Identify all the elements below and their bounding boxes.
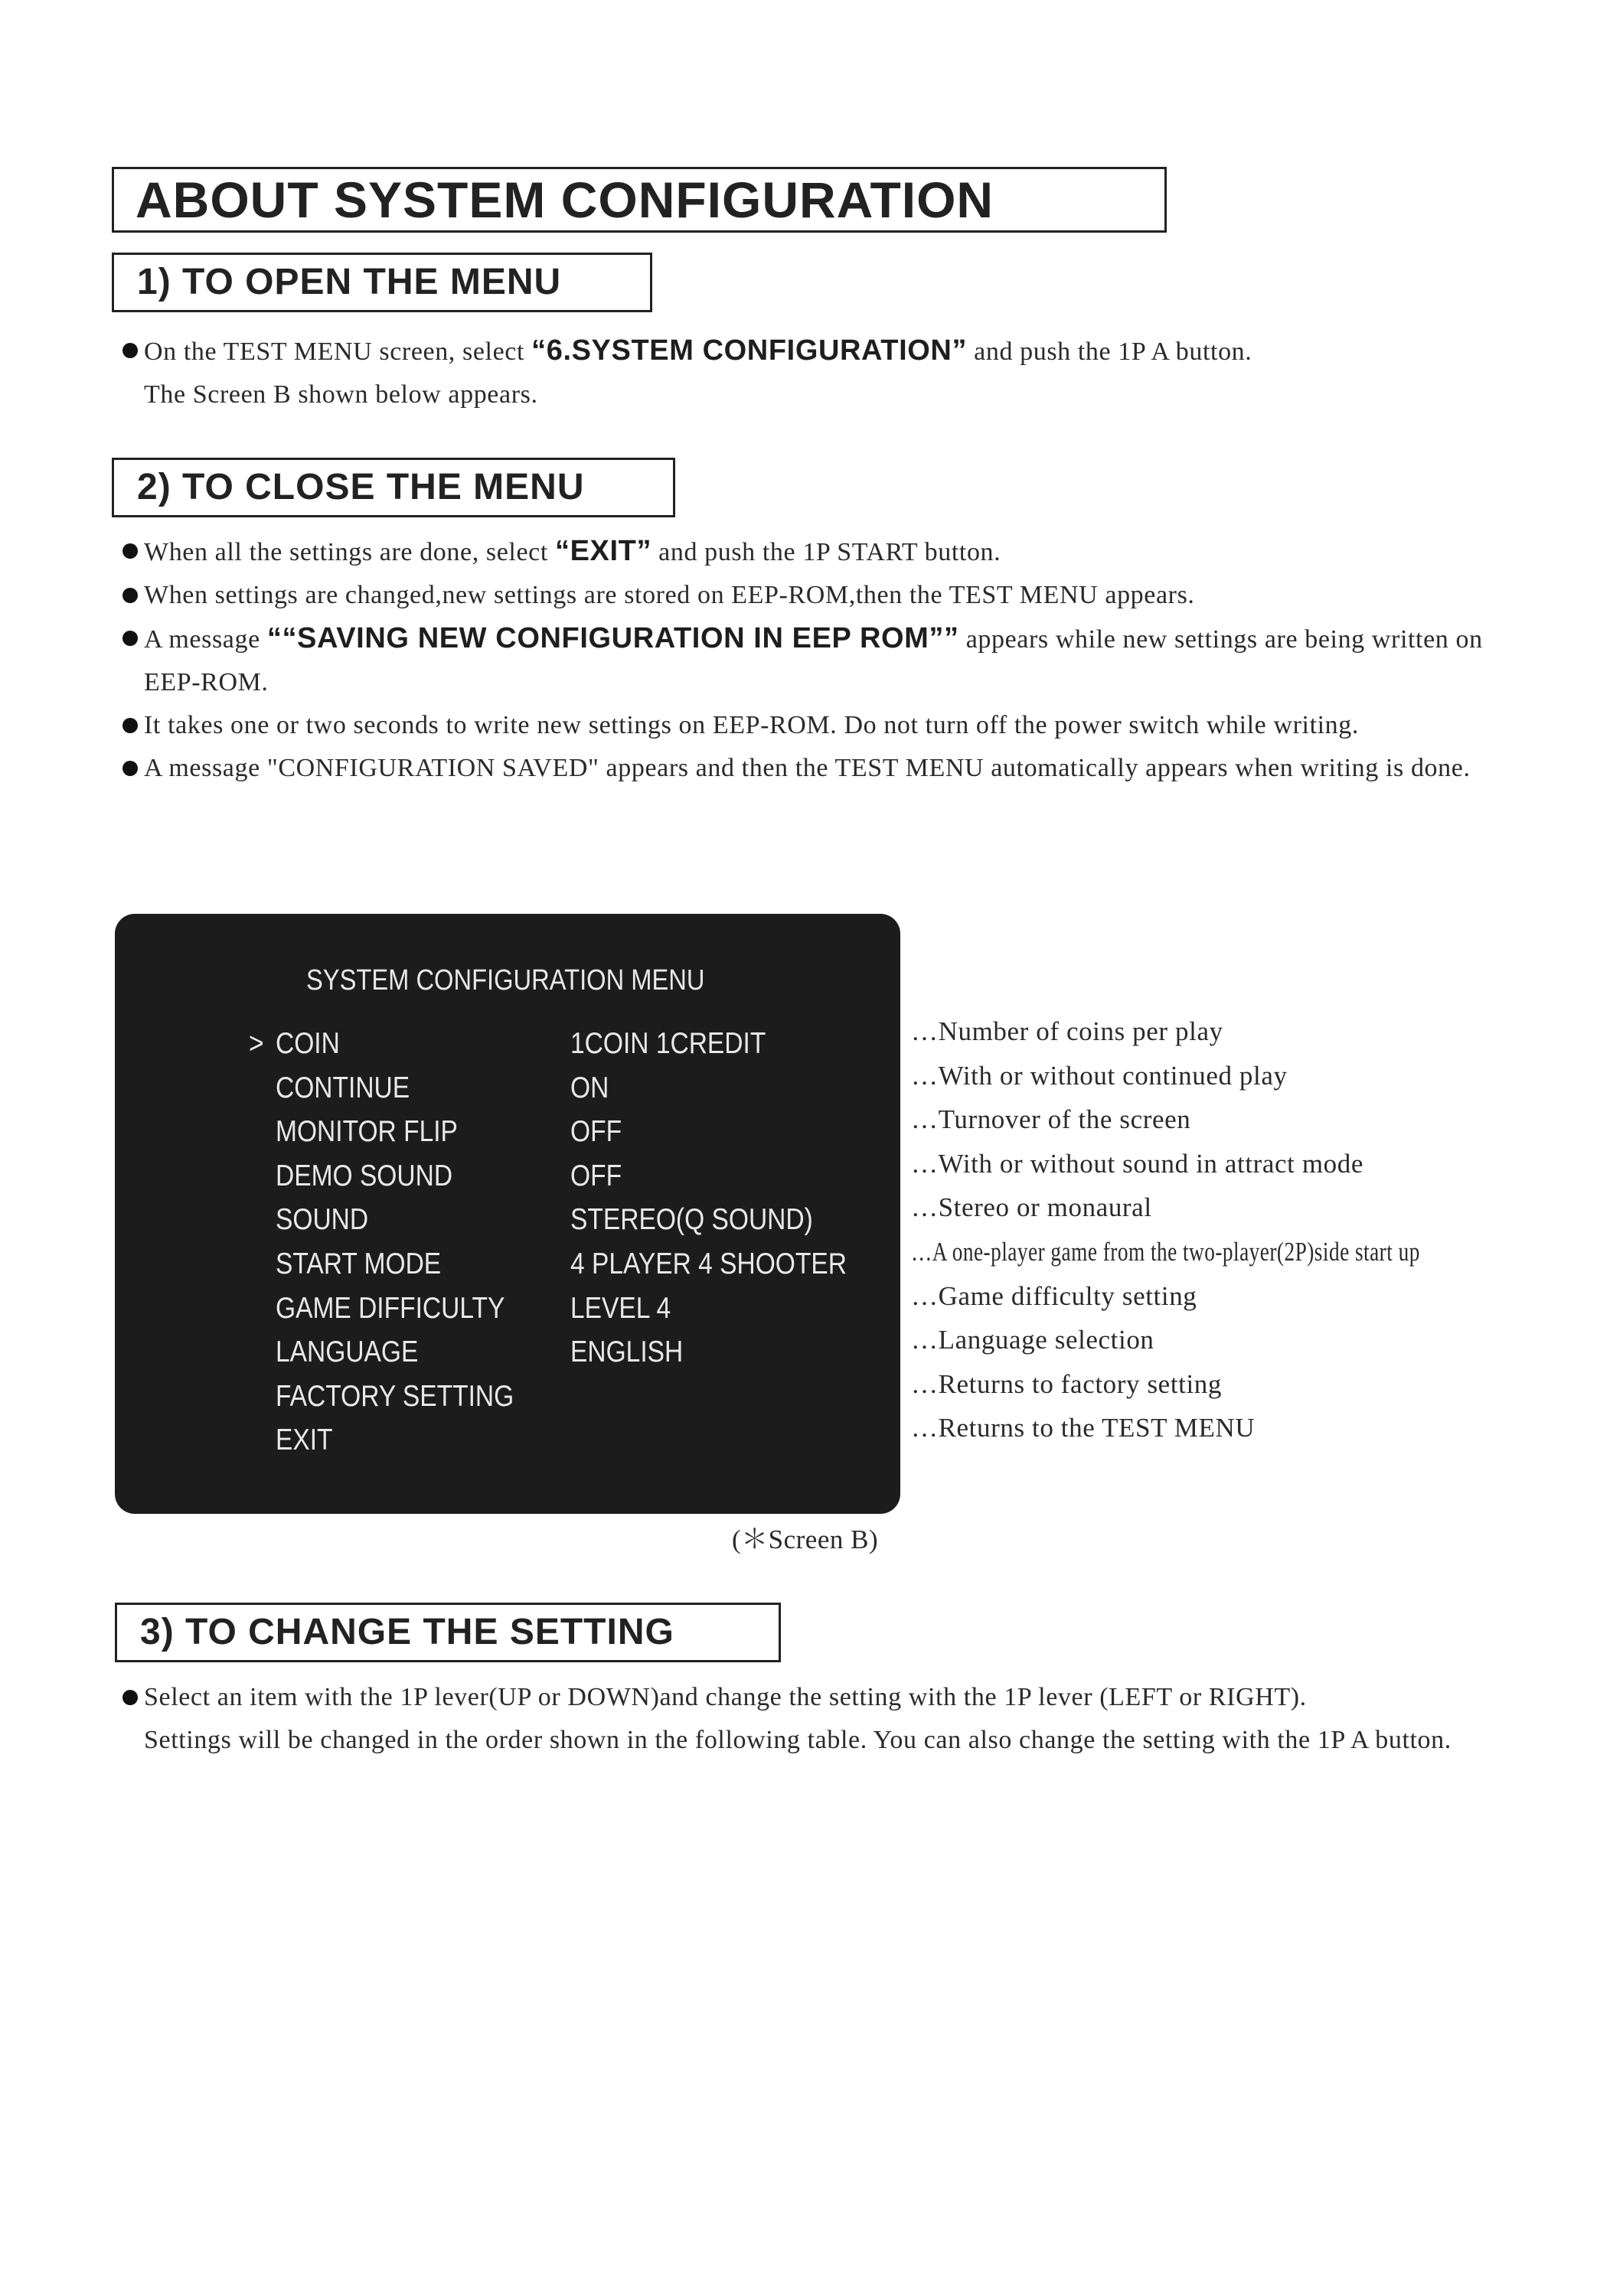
- menu-item[interactable]: [115, 1424, 900, 1468]
- emphasis-text: ““SAVING NEW CONFIGURATION IN EEP ROM””: [266, 622, 959, 654]
- menu-item-value: LEVEL 4: [570, 1291, 671, 1325]
- menu-item-value: ENGLISH: [570, 1336, 684, 1369]
- menu-item-label: START MODE: [276, 1247, 442, 1280]
- list-item: [119, 1676, 1536, 1719]
- screen-b-display: [115, 914, 900, 1514]
- menu-item-label: GAME DIFFICULTY: [276, 1291, 505, 1325]
- text: and push the 1P A button.: [967, 338, 1252, 366]
- menu-item[interactable]: [115, 1380, 900, 1424]
- menu-item[interactable]: [115, 1203, 900, 1247]
- list-item: [119, 747, 1536, 790]
- paragraph: The Screen B shown below appears.: [144, 380, 538, 409]
- menu-item-value: ON: [570, 1071, 609, 1104]
- list-item: [119, 329, 1536, 373]
- text: A message "CONFIGURATION SAVED" appears and then the TEST MENU automatically appears when writing is done.: [144, 754, 1471, 782]
- menu-item[interactable]: [115, 1159, 900, 1204]
- menu-item-value: OFF: [570, 1159, 622, 1192]
- menu-item-note: …Turnover of the screen: [911, 1104, 1191, 1135]
- cursor-arrow-icon: >: [249, 1027, 264, 1060]
- text: and push the 1P START button.: [651, 538, 1001, 566]
- menu-item-value: 1COIN 1CREDIT: [570, 1027, 766, 1060]
- list-item: [119, 704, 1536, 747]
- menu-item-label: CONTINUE: [276, 1071, 410, 1104]
- menu-item-label: MONITOR FLIP: [276, 1115, 458, 1149]
- text: Select an item with the 1P lever(UP or DOWN)and change the setting with the 1P lever (LEFT or RIGHT).: [144, 1683, 1307, 1711]
- paragraph: Settings will be changed in the order shown in the following table. You can also change the setting with the 1P A button.: [144, 1726, 1452, 1754]
- menu-item-note: …A one-player game from the two-player(2P)side start up: [911, 1237, 1420, 1267]
- bullet-icon: [122, 761, 138, 776]
- bullet-icon: [122, 631, 138, 646]
- bullet-icon: [122, 588, 138, 603]
- menu-item-label: COIN: [276, 1027, 340, 1060]
- text: A message: [144, 625, 267, 654]
- emphasis-text: “6.SYSTEM CONFIGURATION”: [531, 334, 968, 367]
- bullet-icon: [122, 543, 138, 559]
- menu-item-note: …Returns to the TEST MENU: [911, 1413, 1256, 1443]
- menu-item-note: …Stereo or monaural: [911, 1192, 1152, 1223]
- bullet-icon: [122, 1690, 138, 1705]
- list-item: [119, 530, 1536, 574]
- menu-item-label: LANGUAGE: [276, 1336, 419, 1369]
- menu-item-label: DEMO SOUND: [276, 1159, 453, 1192]
- page-title: ABOUT SYSTEM CONFIGURATION: [112, 167, 1167, 233]
- menu-item-label: EXIT: [276, 1424, 333, 1457]
- section-close-heading: 2) TO CLOSE THE MENU: [112, 458, 675, 517]
- list-item: [119, 574, 1536, 617]
- menu-item-note: …With or without sound in attract mode: [911, 1148, 1364, 1179]
- menu-item-value: 4 PLAYER 4 SHOOTER: [570, 1247, 847, 1280]
- list-item: [119, 617, 1536, 704]
- section-open-body: [119, 329, 1536, 416]
- menu-item-label: SOUND: [276, 1203, 369, 1237]
- section-change-body: [119, 1676, 1536, 1762]
- text: When settings are changed,new settings are stored on EEP-ROM,then the TEST MENU appears.: [144, 581, 1195, 609]
- menu-item[interactable]: [115, 1247, 900, 1292]
- text: It takes one or two seconds to write new settings on EEP-ROM. Do not turn off the power switch while writing.: [144, 711, 1359, 739]
- screen-caption: (＊Screen B): [732, 1525, 879, 1554]
- section-open-heading: 1) TO OPEN THE MENU: [112, 253, 652, 312]
- menu-item[interactable]: [115, 1027, 900, 1071]
- section-close-body: [119, 530, 1536, 790]
- menu-item-label: FACTORY SETTING: [276, 1379, 514, 1413]
- bullet-icon: [122, 343, 138, 358]
- screen-title: SYSTEM CONFIGURATION MENU: [306, 964, 705, 996]
- menu-item-note: …With or without continued play: [911, 1060, 1288, 1091]
- text: When all the settings are done, select: [144, 538, 555, 566]
- menu-item-value: STEREO(Q SOUND): [570, 1203, 813, 1237]
- text: appears while new settings are being written on EEP-ROM.: [144, 625, 1483, 696]
- menu-item[interactable]: [115, 1292, 900, 1336]
- menu-item-note: …Game difficulty setting: [911, 1280, 1197, 1311]
- menu-item-note: …Number of coins per play: [911, 1016, 1223, 1046]
- menu-item[interactable]: [115, 1071, 900, 1116]
- emphasis-text: “EXIT”: [555, 535, 652, 567]
- menu-item[interactable]: [115, 1336, 900, 1380]
- menu-item-note: …Returns to factory setting: [911, 1368, 1222, 1399]
- menu-item-value: OFF: [570, 1115, 622, 1149]
- bullet-icon: [122, 718, 138, 733]
- menu-item[interactable]: [115, 1115, 900, 1159]
- menu-item-note: …Language selection: [911, 1325, 1154, 1355]
- section-change-heading: 3) TO CHANGE THE SETTING: [115, 1603, 781, 1662]
- text: On the TEST MENU screen, select: [144, 338, 532, 366]
